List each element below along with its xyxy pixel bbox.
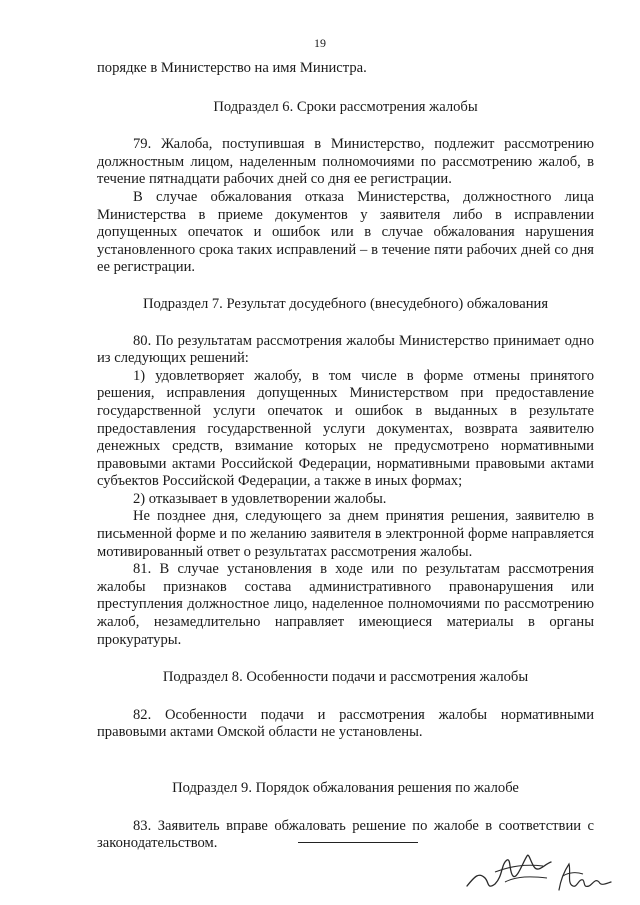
paragraph-79: 79. Жалоба, поступившая в Министерство, подлежит рассмотрению должностным лицом, наделенным полномочиями по рассмотрению жалоб, в течение пятнадцати рабочих дней со дня ее регистрации. xyxy=(97,136,594,188)
section-6-heading: Подраздел 6. Сроки рассмотрения жалобы xyxy=(213,98,478,115)
end-rule xyxy=(298,842,418,843)
paragraph-80: 80. По результатам рассмотрения жалобы Министерство принимает одно из следующих решений: xyxy=(97,332,594,367)
page-number: 19 xyxy=(314,36,326,50)
paragraph-80-item-1: 1) удовлетворяет жалобу, в том числе в форме отмены принятого решения, исправления допущенных Министерством при предоставление государственной услуги опечаток и ошибок в выданных в результате предоставления государственной услуги документах, возврата заявителю денежных средств, взимание которых не предусмотрено нормативными правовыми актами Российской Федерации, нормативными правовыми актами субъектов Российской Федерации, а также в иных формах; xyxy=(97,367,594,490)
paragraph-83: 83. Заявитель вправе обжаловать решение по жалобе в соответствии с законодательством. xyxy=(97,817,594,852)
section-8-heading: Подраздел 8. Особенности подачи и рассмотрения жалобы xyxy=(162,669,529,686)
paragraph-79-continued: В случае обжалования отказа Министерства, должностного лица Министерства в приеме документов у заявителя либо в исправлении допущенных опечаток и ошибок или в случае обжалования нарушения установленного срока таких исправлений – в течение пяти рабочих дней со дня ее регистрации. xyxy=(97,188,594,276)
document-body xyxy=(97,60,594,853)
paragraph-80-continued: Не позднее дня, следующего за днем принятия решения, заявителю в письменной форме и по желанию заявителя в электронной форме направляется мотивированный ответ о результатах рассмотрения жалобы. xyxy=(97,508,594,560)
paragraph-81: 81. В случае установления в ходе или по результатам рассмотрения жалобы признаков состава административного правонарушения или преступления должностное лицо, наделенное полномочиями по рассмотрению жалоб, незамедлительно направляет имеющиеся материалы в органы прокуратуры. xyxy=(97,561,594,648)
paragraph-80-item-2: 2) отказывает в удовлетворении жалобы. xyxy=(133,490,387,507)
handwritten-signature xyxy=(465,842,615,898)
section-7-heading: Подраздел 7. Результат досудебного (внесудебного) обжалования xyxy=(142,295,549,312)
section-9-heading: Подраздел 9. Порядок обжалования решения по жалобе xyxy=(172,780,519,796)
intro-line: порядке в Министерство на имя Министра. xyxy=(97,60,367,76)
paragraph-82: 82. Особенности подачи и рассмотрения жалобы нормативными правовыми актами Омской области не установлены. xyxy=(97,706,594,741)
